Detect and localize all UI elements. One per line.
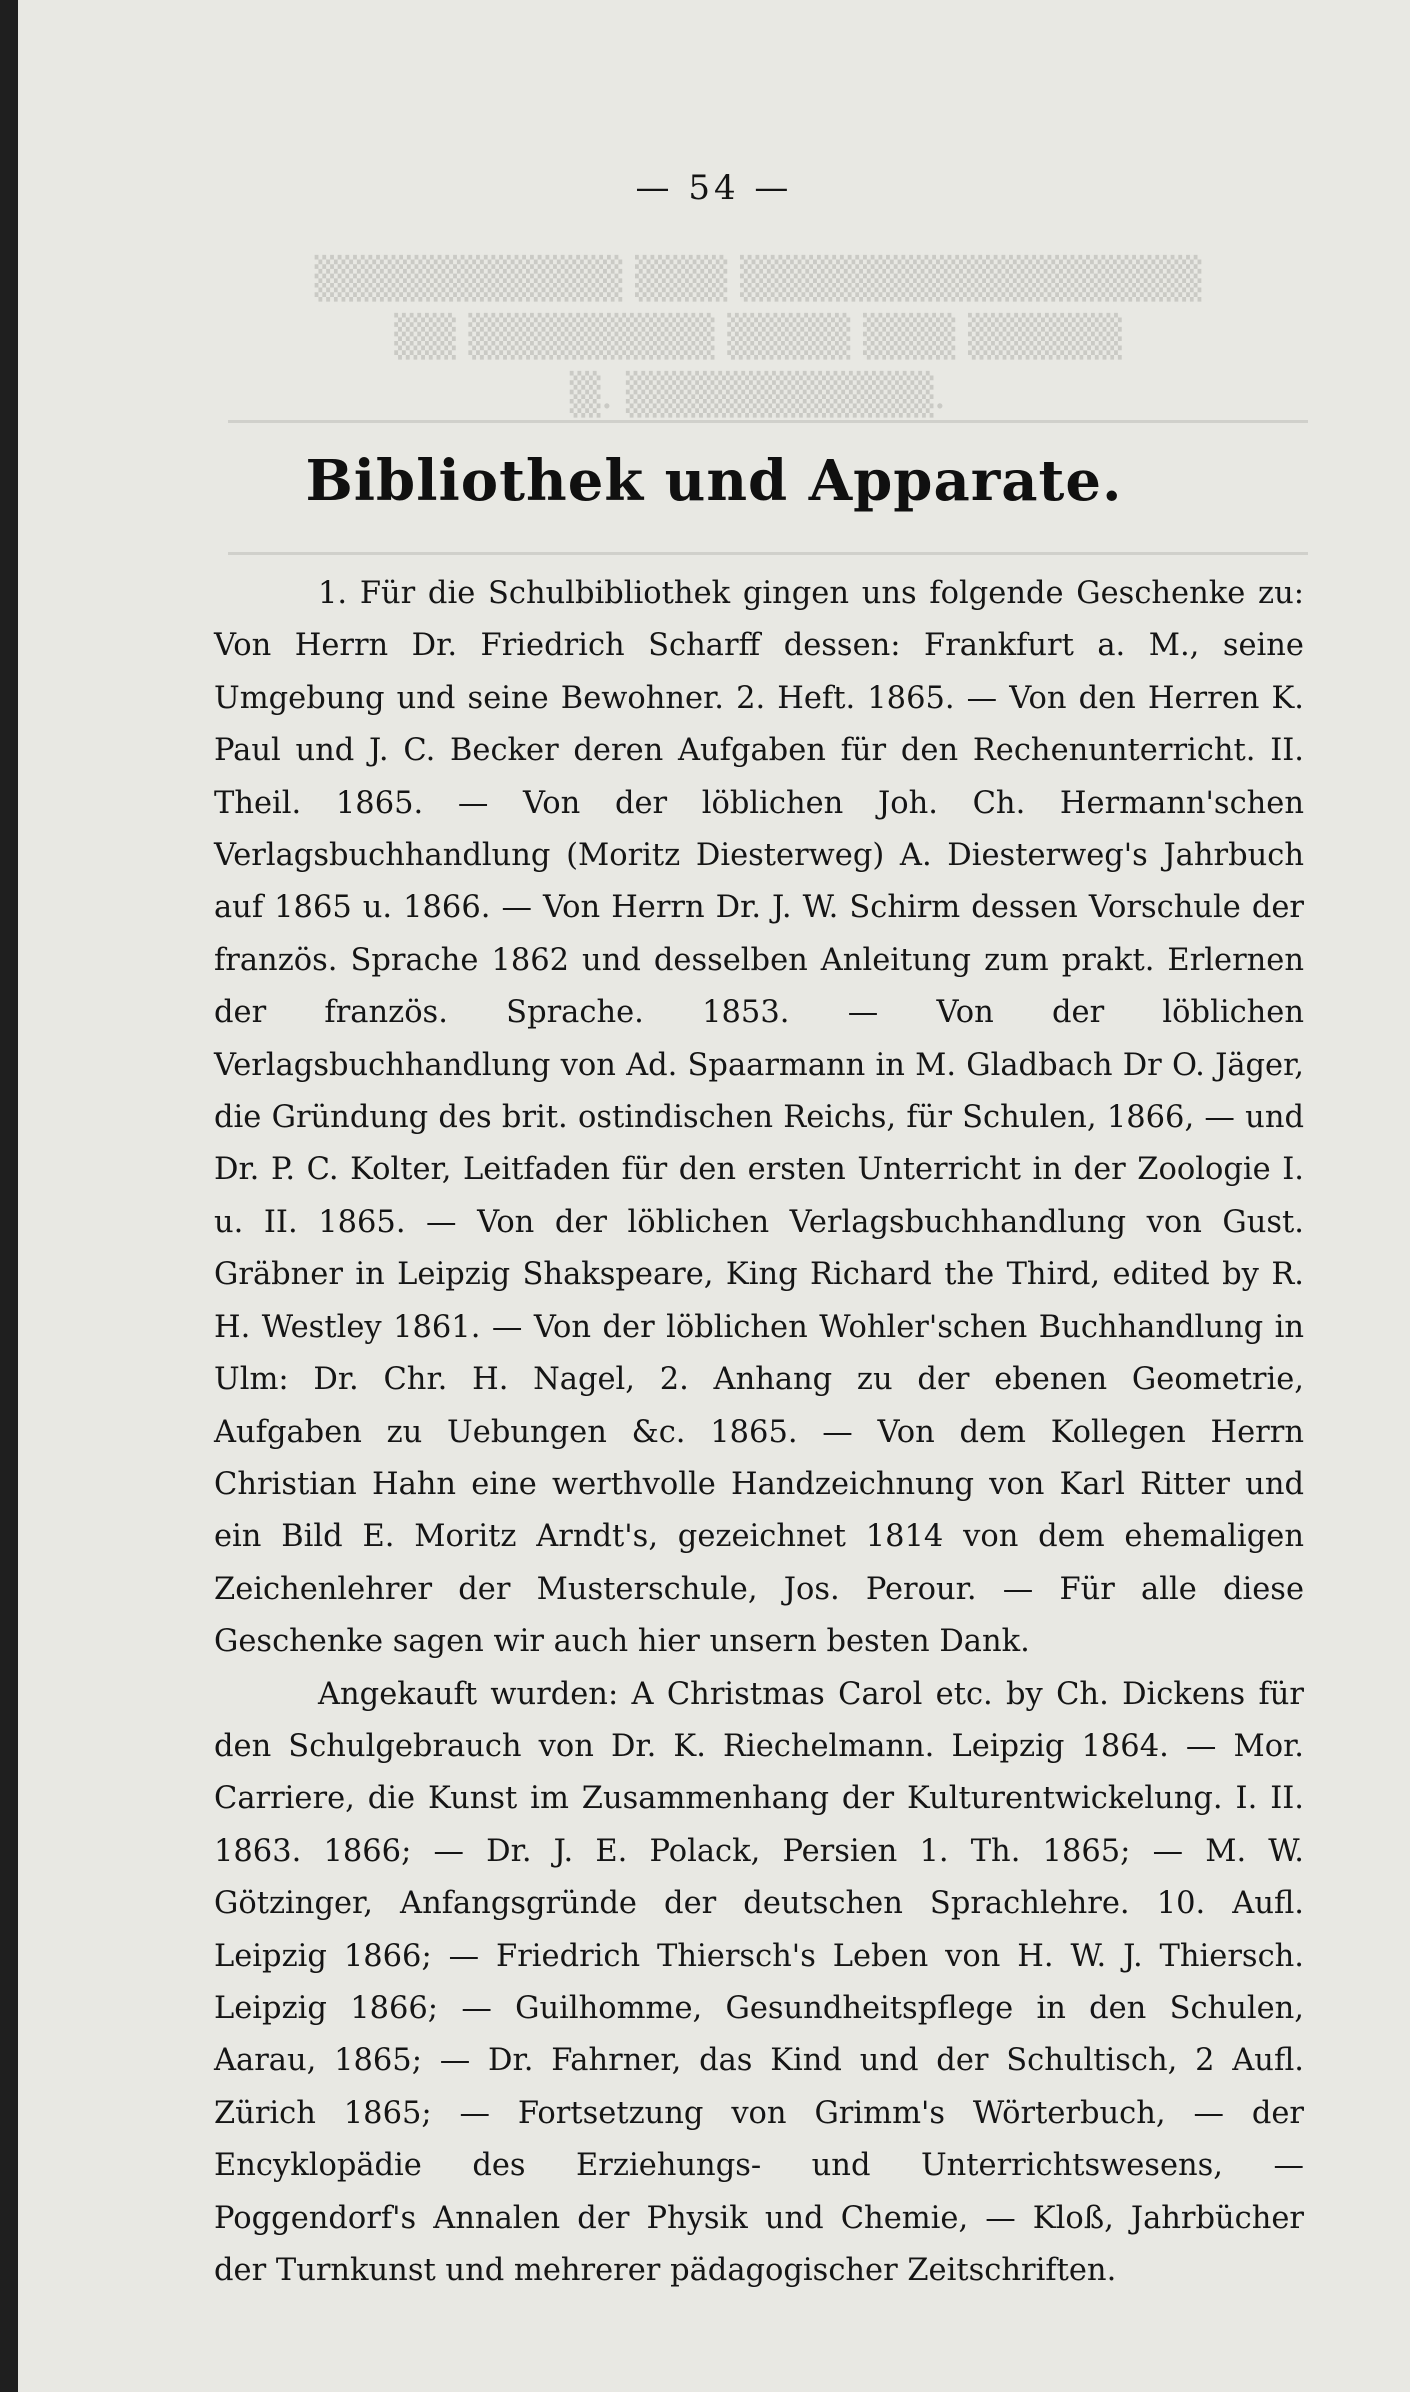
paragraph-purchases: Angekauft wurden: A Christmas Carol etc. by Ch. Dickens für den Schulgebrauch von Dr. K. Riechelmann. Leipzig 1864. — Mor. Carriere, die Kunst im Zusammenhang der Kulturentwickelung. I. II. 1863. 1866; — Dr. J. E. Polack, Persien 1. Th. 1865; — M. W. Götzinger, Anfangsgründe der deutschen Sprachlehre. 10. Aufl. Leipzig 1866; — Friedrich Thiersch's Leben von H. W. J. Thiersch. Leipzig 1866; — Guilhomme, Gesundheitspflege in den Schulen, Aarau, 1865; — Dr. Fahrner, das Kind und der Schultisch, 2 Aufl. Zürich 1865; — Fortsetzung von Grimm's Wörterbuch, — der Encyklopädie des Erziehungs- und Unterrichtswesens, — Poggendorf's Annalen der Physik und Chemie, — Kloß, Jahrbücher der Turnkunst und mehrerer pädagogischer Zeitschriften. — [214, 1676, 1304, 2288]
show-through-rule — [228, 552, 1308, 555]
body-text — [214, 568, 1304, 2297]
paragraph-donations: 1. Für die Schulbibliothek gingen uns folgende Geschenke zu: Von Herrn Dr. Friedrich Scharff dessen: Frankfurt a. M., seine Umgebung und seine Bewohner. 2. Heft. 1865. — Von den Herren K. Paul und J. C. Becker deren Aufgaben für den Rechenunterricht. II. Theil. 1865. — Von der löblichen Joh. Ch. Hermann'schen Verlagsbuchhandlung (Moritz Diesterweg) A. Diesterweg's Jahrbuch auf 1865 u. 1866. — Von Herrn Dr. J. W. Schirm dessen Vorschule der französ. Sprache 1862 und desselben Anleitung zum prakt. Erlernen der französ. Sprache. 1853. — Von der löblichen Verlagsbuchhandlung von Ad. Spaarmann in M. Gladbach Dr O. Jäger, die Gründung des brit. ostindischen Reichs, für Schulen, 1866, — und Dr. P. C. Kolter, Leitfaden für den ersten Unterricht in der Zoologie I. u. II. 1865. — Von der löblichen Verlagsbuchhandlung von Gust. Gräbner in Leipzig Shakspeare, King Richard the Third, edited by R. H. Westley 1861. — Von der löblichen Wohler'schen Buchhandlung in Ulm: Dr. Chr. H. Nagel, 2. Anhang zu der ebenen Geometrie, Aufgaben zu Uebungen &c. 1865. — Von dem Kollegen Herrn Christian Hahn eine werthvolle Handzeichnung von Karl Ritter und ein Bild E. Moritz Arndt's, gezeichnet 1814 von dem ehemaligen Zeichenlehrer der Musterschule, Jos. Perour. — Für alle diese Geschenke sagen wir auch hier unsern besten Dank. — [214, 576, 1304, 1660]
page-number: — 54 — — [635, 168, 793, 208]
book-page — [18, 0, 1410, 2392]
show-through-decoration: ▒▒▒▒▒▒▒▒▒▒ ▒▒▒ ▒▒▒▒▒▒▒▒▒▒▒▒▒▒▒ ▒▒ ▒▒▒▒▒▒▒▒ ▒▒▒▒ ▒▒▒ ▒▒▒▒▒ ▒. ▒▒▒▒▒▒▒▒▒▒. — [314, 256, 1202, 418]
section-heading: Bibliothek und Apparate. — [305, 448, 1123, 514]
show-through-rule — [228, 420, 1308, 423]
